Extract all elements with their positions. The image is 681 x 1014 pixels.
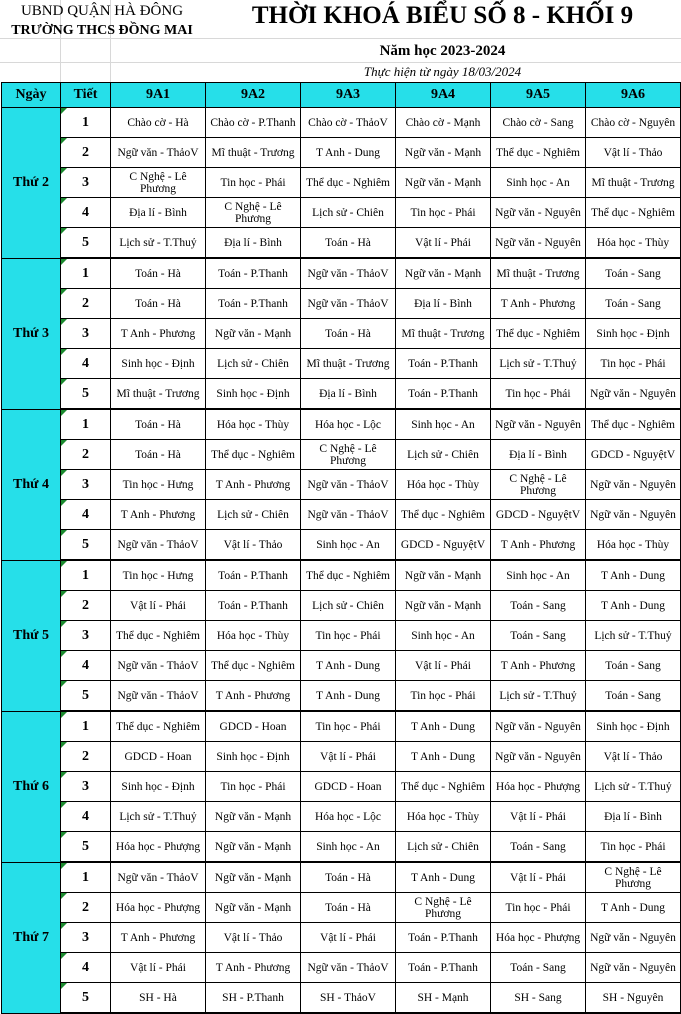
- lesson-cell: Thể dục - Nghiêm: [586, 409, 681, 440]
- period-number: 4: [61, 953, 111, 983]
- day-label: Thứ 5: [2, 560, 61, 711]
- lesson-cell: GDCD - NguyệtV: [491, 500, 586, 530]
- lesson-cell: Tin học - Phái: [396, 681, 491, 712]
- lesson-cell: SH - Mạnh: [396, 983, 491, 1014]
- lesson-cell: C Nghệ - Lê Phương: [491, 470, 586, 500]
- table-row: [2, 138, 681, 168]
- table-row: [2, 289, 681, 319]
- lesson-cell: Toán - Sang: [586, 289, 681, 319]
- lesson-cell: Tin học - Phái: [586, 349, 681, 379]
- table-row: [2, 681, 681, 712]
- sheet-gridline: [0, 62, 681, 63]
- period-number: 5: [61, 983, 111, 1014]
- period-number: 1: [61, 560, 111, 591]
- lesson-cell: Toán - Hà: [301, 319, 396, 349]
- lesson-cell: Lịch sử - Chiên: [301, 198, 396, 228]
- lesson-cell: Vật lí - Phái: [396, 228, 491, 259]
- period-number: 2: [61, 893, 111, 923]
- period-number: 3: [61, 621, 111, 651]
- lesson-cell: Hóa học - Lộc: [301, 409, 396, 440]
- lesson-cell: Thể dục - Nghiêm: [206, 440, 301, 470]
- lesson-cell: Địa lí - Bình: [396, 289, 491, 319]
- lesson-cell: Tin học - Phái: [206, 168, 301, 198]
- day-label: Thứ 4: [2, 409, 61, 560]
- period-number: 3: [61, 168, 111, 198]
- period-column-header: Tiết: [61, 83, 111, 108]
- lesson-cell: Chào cờ - Mạnh: [396, 108, 491, 138]
- lesson-cell: Ngữ văn - ThảoV: [111, 530, 206, 561]
- lesson-cell: Toán - Hà: [301, 228, 396, 259]
- lesson-cell: Vật lí - Thảo: [586, 742, 681, 772]
- lesson-cell: C Nghệ - Lê Phương: [396, 893, 491, 923]
- lesson-cell: Toán - P.Thanh: [396, 953, 491, 983]
- class-column-header: 9A1: [111, 83, 206, 108]
- lesson-cell: Mĩ thuật - Trương: [301, 349, 396, 379]
- lesson-cell: Vật lí - Thảo: [206, 530, 301, 561]
- lesson-cell: Lịch sử - Chiên: [396, 832, 491, 863]
- lesson-cell: Lịch sử - Chiên: [396, 440, 491, 470]
- class-column-header: 9A2: [206, 83, 301, 108]
- table-row: [2, 319, 681, 349]
- lesson-cell: Sinh học - Định: [206, 379, 301, 410]
- lesson-cell: Ngữ văn - Nguyên: [586, 470, 681, 500]
- period-number: 3: [61, 470, 111, 500]
- table-row: [2, 772, 681, 802]
- lesson-cell: Hóa học - Thùy: [206, 409, 301, 440]
- period-number: 3: [61, 772, 111, 802]
- day-label: Thứ 7: [2, 862, 61, 1013]
- school-year: Năm học 2023-2024: [379, 43, 506, 59]
- lesson-cell: Thể dục - Nghiêm: [301, 560, 396, 591]
- lesson-cell: SH - P.Thanh: [206, 983, 301, 1014]
- lesson-cell: Toán - P.Thanh: [206, 289, 301, 319]
- lesson-cell: Lịch sử - T.Thuỷ: [111, 228, 206, 259]
- lesson-cell: Sinh học - An: [491, 168, 586, 198]
- lesson-cell: Toán - P.Thanh: [206, 560, 301, 591]
- lesson-cell: Địa lí - Bình: [206, 228, 301, 259]
- lesson-cell: Vật lí - Phái: [111, 591, 206, 621]
- table-row: [2, 832, 681, 863]
- lesson-cell: GDCD - Hoan: [301, 772, 396, 802]
- lesson-cell: Toán - Sang: [491, 621, 586, 651]
- lesson-cell: T Anh - Dung: [586, 591, 681, 621]
- lesson-cell: T Anh - Dung: [301, 651, 396, 681]
- table-row: [2, 591, 681, 621]
- lesson-cell: Vật lí - Phái: [301, 923, 396, 953]
- lesson-cell: Thể dục - Nghiêm: [206, 651, 301, 681]
- table-row: [2, 168, 681, 198]
- lesson-cell: Mĩ thuật - Trương: [586, 168, 681, 198]
- lesson-cell: Ngữ văn - Mạnh: [396, 560, 491, 591]
- lesson-cell: Tin học - Hưng: [111, 560, 206, 591]
- lesson-cell: T Anh - Dung: [396, 711, 491, 742]
- lesson-cell: T Anh - Dung: [301, 138, 396, 168]
- lesson-cell: Hóa học - Thùy: [396, 802, 491, 832]
- lesson-cell: GDCD - NguyệtV: [396, 530, 491, 561]
- lesson-cell: Toán - Sang: [586, 681, 681, 712]
- table-row: [2, 953, 681, 983]
- lesson-cell: Ngữ văn - Mạnh: [396, 168, 491, 198]
- lesson-cell: T Anh - Phương: [206, 681, 301, 712]
- lesson-cell: T Anh - Dung: [301, 681, 396, 712]
- lesson-cell: C Nghệ - Lê Phương: [301, 440, 396, 470]
- lesson-cell: Thể dục - Nghiêm: [396, 500, 491, 530]
- table-row: [2, 711, 681, 742]
- period-number: 3: [61, 923, 111, 953]
- lesson-cell: Thể dục - Nghiêm: [396, 772, 491, 802]
- period-number: 2: [61, 742, 111, 772]
- lesson-cell: Lịch sử - Chiên: [206, 500, 301, 530]
- lesson-cell: Vật lí - Thảo: [586, 138, 681, 168]
- table-row: [2, 651, 681, 681]
- lesson-cell: Tin học - Phái: [491, 893, 586, 923]
- table-row: [2, 258, 681, 289]
- table-row: [2, 470, 681, 500]
- table-row: [2, 560, 681, 591]
- day-column-header: Ngày: [2, 83, 61, 108]
- lesson-cell: Ngữ văn - Nguyên: [586, 500, 681, 530]
- lesson-cell: Hóa học - Lộc: [301, 802, 396, 832]
- class-column-header: 9A6: [586, 83, 681, 108]
- lesson-cell: Hóa học - Thùy: [586, 530, 681, 561]
- lesson-cell: Vật lí - Phái: [491, 862, 586, 893]
- lesson-cell: Địa lí - Bình: [491, 440, 586, 470]
- table-row: [2, 198, 681, 228]
- lesson-cell: Địa lí - Bình: [586, 802, 681, 832]
- lesson-cell: Ngữ văn - Nguyên: [491, 228, 586, 259]
- lesson-cell: Toán - Hà: [301, 893, 396, 923]
- lesson-cell: Tin học - Hưng: [111, 470, 206, 500]
- table-row: [2, 893, 681, 923]
- class-column-header: 9A3: [301, 83, 396, 108]
- lesson-cell: Sinh học - Định: [586, 711, 681, 742]
- lesson-cell: Mĩ thuật - Trương: [396, 319, 491, 349]
- table-row: [2, 621, 681, 651]
- lesson-cell: Lịch sử - Chiên: [206, 349, 301, 379]
- lesson-cell: Ngữ văn - Mạnh: [206, 893, 301, 923]
- lesson-cell: Sinh học - Định: [586, 319, 681, 349]
- lesson-cell: Toán - Sang: [491, 832, 586, 863]
- lesson-cell: Lịch sử - T.Thuỷ: [586, 772, 681, 802]
- lesson-cell: Ngữ văn - Mạnh: [206, 319, 301, 349]
- lesson-cell: Ngữ văn - ThảoV: [301, 258, 396, 289]
- lesson-cell: Ngữ văn - Mạnh: [396, 138, 491, 168]
- class-column-header: 9A4: [396, 83, 491, 108]
- lesson-cell: Hóa học - Thùy: [396, 470, 491, 500]
- lesson-cell: Tin học - Phái: [206, 772, 301, 802]
- lesson-cell: Ngữ văn - Mạnh: [206, 832, 301, 863]
- lesson-cell: Toán - Sang: [491, 591, 586, 621]
- lesson-cell: Ngữ văn - ThảoV: [301, 289, 396, 319]
- lesson-cell: Hóa học - Phượng: [111, 832, 206, 863]
- lesson-cell: Thể dục - Nghiêm: [586, 198, 681, 228]
- lesson-cell: Tin học - Phái: [301, 621, 396, 651]
- period-number: 4: [61, 349, 111, 379]
- lesson-cell: C Nghệ - Lê Phương: [111, 168, 206, 198]
- period-number: 1: [61, 711, 111, 742]
- period-number: 5: [61, 228, 111, 259]
- lesson-cell: Ngữ văn - Nguyên: [491, 742, 586, 772]
- table-row: [2, 228, 681, 259]
- lesson-cell: Toán - P.Thanh: [396, 923, 491, 953]
- school-name: TRƯỜNG THCS ĐỒNG MAI: [11, 23, 193, 38]
- lesson-cell: Ngữ văn - Nguyên: [586, 379, 681, 410]
- lesson-cell: Toán - Sang: [491, 953, 586, 983]
- period-number: 2: [61, 138, 111, 168]
- lesson-cell: Vật lí - Phái: [301, 742, 396, 772]
- lesson-cell: Ngữ văn - ThảoV: [301, 470, 396, 500]
- lesson-cell: Ngữ văn - Nguyên: [586, 953, 681, 983]
- lesson-cell: Hóa học - Phượng: [111, 893, 206, 923]
- period-number: 5: [61, 832, 111, 863]
- lesson-cell: Ngữ văn - Nguyên: [491, 711, 586, 742]
- lesson-cell: Mĩ thuật - Trương: [111, 379, 206, 410]
- period-number: 1: [61, 862, 111, 893]
- day-label: Thứ 2: [2, 108, 61, 259]
- table-row: [2, 802, 681, 832]
- lesson-cell: Sinh học - Định: [206, 742, 301, 772]
- lesson-cell: Sinh học - An: [491, 560, 586, 591]
- lesson-cell: Toán - Hà: [111, 409, 206, 440]
- lesson-cell: Ngữ văn - Mạnh: [206, 862, 301, 893]
- lesson-cell: Ngữ văn - ThảoV: [111, 681, 206, 712]
- lesson-cell: Toán - Hà: [111, 258, 206, 289]
- lesson-cell: Thể dục - Nghiêm: [111, 711, 206, 742]
- lesson-cell: Toán - Hà: [111, 440, 206, 470]
- lesson-cell: C Nghệ - Lê Phương: [586, 862, 681, 893]
- lesson-cell: Tin học - Phái: [586, 832, 681, 863]
- page-title: THỜI KHOÁ BIỂU SỐ 8 - KHỐI 9: [251, 2, 634, 29]
- period-number: 1: [61, 108, 111, 138]
- table-row: [2, 862, 681, 893]
- table-row: [2, 349, 681, 379]
- lesson-cell: Toán - P.Thanh: [206, 258, 301, 289]
- lesson-cell: Hóa học - Thùy: [206, 621, 301, 651]
- lesson-cell: Mĩ thuật - Trương: [206, 138, 301, 168]
- lesson-cell: Ngữ văn - ThảoV: [111, 138, 206, 168]
- lesson-cell: T Anh - Phương: [206, 953, 301, 983]
- lesson-cell: Ngữ văn - Nguyên: [491, 198, 586, 228]
- table-row: [2, 742, 681, 772]
- lesson-cell: Thể dục - Nghiêm: [301, 168, 396, 198]
- lesson-cell: Toán - P.Thanh: [396, 379, 491, 410]
- lesson-cell: Toán - Sang: [586, 651, 681, 681]
- lesson-cell: Thể dục - Nghiêm: [111, 621, 206, 651]
- lesson-cell: Thể dục - Nghiêm: [491, 138, 586, 168]
- lesson-cell: Địa lí - Bình: [301, 379, 396, 410]
- period-number: 5: [61, 681, 111, 712]
- lesson-cell: Ngữ văn - Mạnh: [396, 591, 491, 621]
- lesson-cell: SH - Nguyên: [586, 983, 681, 1014]
- table-row: [2, 409, 681, 440]
- period-number: 2: [61, 289, 111, 319]
- table-row: [2, 379, 681, 410]
- lesson-cell: GDCD - Hoan: [111, 742, 206, 772]
- lesson-cell: T Anh - Phương: [111, 500, 206, 530]
- lesson-cell: Địa lí - Bình: [111, 198, 206, 228]
- lesson-cell: Ngữ văn - Mạnh: [206, 802, 301, 832]
- lesson-cell: Chào cờ - Sang: [491, 108, 586, 138]
- period-number: 5: [61, 530, 111, 561]
- period-number: 4: [61, 651, 111, 681]
- lesson-cell: Vật lí - Phái: [491, 802, 586, 832]
- lesson-cell: Sinh học - An: [301, 530, 396, 561]
- lesson-cell: Sinh học - An: [301, 832, 396, 863]
- lesson-cell: Lịch sử - T.Thuỷ: [111, 802, 206, 832]
- table-row: [2, 440, 681, 470]
- lesson-cell: Ngữ văn - ThảoV: [111, 862, 206, 893]
- lesson-cell: Hóa học - Phượng: [491, 772, 586, 802]
- lesson-cell: Toán - P.Thanh: [396, 349, 491, 379]
- period-number: 4: [61, 802, 111, 832]
- lesson-cell: C Nghệ - Lê Phương: [206, 198, 301, 228]
- lesson-cell: Lịch sử - T.Thuỷ: [491, 681, 586, 712]
- lesson-cell: Tin học - Phái: [491, 379, 586, 410]
- lesson-cell: T Anh - Phương: [491, 651, 586, 681]
- table-row: [2, 500, 681, 530]
- lesson-cell: T Anh - Phương: [111, 923, 206, 953]
- lesson-cell: Ngữ văn - ThảoV: [301, 953, 396, 983]
- lesson-cell: Lịch sử - T.Thuỷ: [491, 349, 586, 379]
- lesson-cell: T Anh - Dung: [586, 560, 681, 591]
- lesson-cell: Toán - Hà: [301, 862, 396, 893]
- lesson-cell: Vật lí - Phái: [396, 651, 491, 681]
- lesson-cell: Sinh học - An: [396, 621, 491, 651]
- lesson-cell: Ngữ văn - Nguyên: [586, 923, 681, 953]
- table-row: [2, 108, 681, 138]
- period-number: 1: [61, 409, 111, 440]
- lesson-cell: SH - ThảoV: [301, 983, 396, 1014]
- lesson-cell: Sinh học - Định: [111, 772, 206, 802]
- day-label: Thứ 6: [2, 711, 61, 862]
- timetable: [1, 82, 681, 1014]
- lesson-cell: T Anh - Dung: [586, 893, 681, 923]
- lesson-cell: Toán - Hà: [111, 289, 206, 319]
- lesson-cell: T Anh - Dung: [396, 862, 491, 893]
- lesson-cell: Lịch sử - T.Thuỷ: [586, 621, 681, 651]
- header-row: [2, 83, 681, 108]
- period-number: 3: [61, 319, 111, 349]
- lesson-cell: Hóa học - Thùy: [586, 228, 681, 259]
- lesson-cell: Hóa học - Phượng: [491, 923, 586, 953]
- day-label: Thứ 3: [2, 258, 61, 409]
- period-number: 1: [61, 258, 111, 289]
- table-row: [2, 923, 681, 953]
- lesson-cell: Chào cờ - Nguyên: [586, 108, 681, 138]
- lesson-cell: Ngữ văn - Nguyên: [491, 409, 586, 440]
- lesson-cell: Toán - Sang: [586, 258, 681, 289]
- lesson-cell: GDCD - Hoan: [206, 711, 301, 742]
- organization-name: UBND QUẬN HÀ ĐÔNG: [20, 3, 184, 19]
- period-number: 5: [61, 379, 111, 410]
- lesson-cell: Toán - P.Thanh: [206, 591, 301, 621]
- lesson-cell: T Anh - Phương: [206, 470, 301, 500]
- lesson-cell: T Anh - Phương: [491, 289, 586, 319]
- lesson-cell: GDCD - NguyệtV: [586, 440, 681, 470]
- lesson-cell: Tin học - Phái: [301, 711, 396, 742]
- lesson-cell: Vật lí - Thảo: [206, 923, 301, 953]
- lesson-cell: T Anh - Phương: [491, 530, 586, 561]
- lesson-cell: SH - Hà: [111, 983, 206, 1014]
- lesson-cell: Chào cờ - P.Thanh: [206, 108, 301, 138]
- table-row: [2, 530, 681, 561]
- lesson-cell: Vật lí - Phái: [111, 953, 206, 983]
- lesson-cell: Chào cờ - ThảoV: [301, 108, 396, 138]
- lesson-cell: Ngữ văn - Mạnh: [396, 258, 491, 289]
- lesson-cell: Thể dục - Nghiêm: [491, 319, 586, 349]
- lesson-cell: Lịch sử - Chiên: [301, 591, 396, 621]
- lesson-cell: T Anh - Phương: [111, 319, 206, 349]
- class-column-header: 9A5: [491, 83, 586, 108]
- period-number: 4: [61, 198, 111, 228]
- lesson-cell: T Anh - Dung: [396, 742, 491, 772]
- lesson-cell: Sinh học - Định: [111, 349, 206, 379]
- lesson-cell: SH - Sang: [491, 983, 586, 1014]
- period-number: 2: [61, 591, 111, 621]
- lesson-cell: Sinh học - An: [396, 409, 491, 440]
- period-number: 4: [61, 500, 111, 530]
- lesson-cell: Mĩ thuật - Trương: [491, 258, 586, 289]
- period-number: 2: [61, 440, 111, 470]
- lesson-cell: Tin học - Phái: [396, 198, 491, 228]
- effective-date: Thực hiện từ ngày 18/03/2024: [363, 64, 522, 79]
- lesson-cell: Ngữ văn - ThảoV: [111, 651, 206, 681]
- lesson-cell: Chào cờ - Hà: [111, 108, 206, 138]
- lesson-cell: Ngữ văn - ThảoV: [301, 500, 396, 530]
- table-row: [2, 983, 681, 1014]
